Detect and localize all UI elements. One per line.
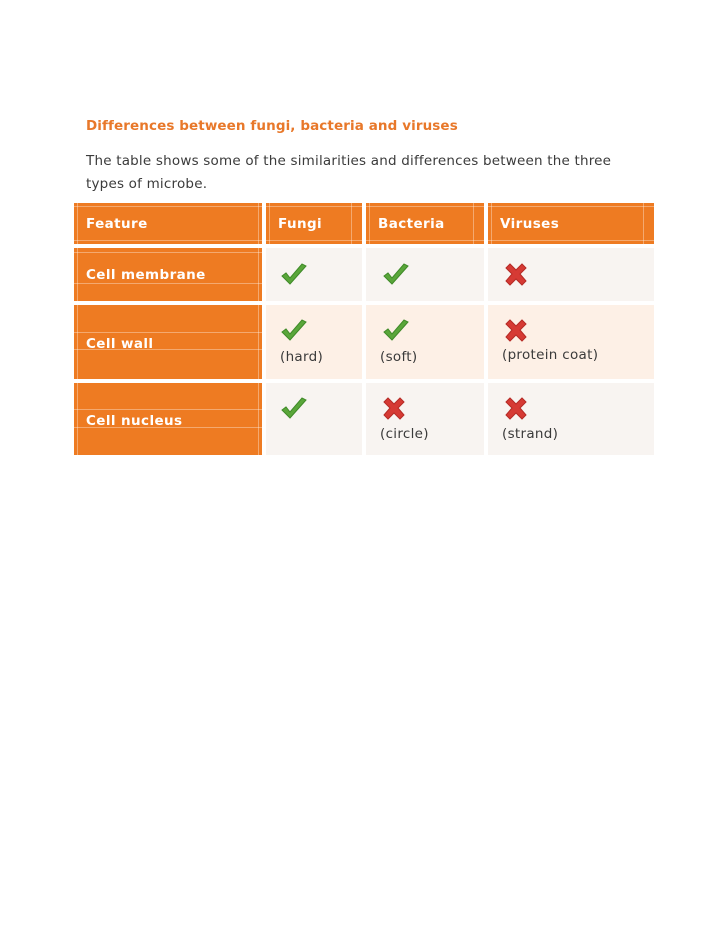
feature-label: Cell nucleus	[86, 413, 183, 429]
header-cell-viruses	[488, 203, 654, 244]
intro-paragraph: The table shows some of the similarities and differences between the three types of microbe.	[86, 153, 612, 192]
feature-cell-membrane	[74, 248, 262, 301]
header-label-fungi: Fungi	[278, 216, 323, 232]
check-icon	[280, 262, 308, 288]
cross-icon	[380, 396, 408, 422]
header-label-feature: Feature	[86, 216, 148, 232]
cell-note: (hard)	[280, 349, 324, 365]
viruses-wall-cell	[488, 305, 654, 379]
check-icon	[382, 318, 410, 344]
header-cell-feature	[74, 203, 262, 244]
feature-cell-wall	[74, 305, 262, 379]
viruses-nucleus-cell	[488, 383, 654, 455]
fungi-membrane-cell	[266, 248, 362, 301]
cross-icon	[502, 396, 530, 422]
cell-note: (soft)	[380, 349, 418, 365]
bacteria-wall-cell	[366, 305, 484, 379]
check-icon	[382, 262, 410, 288]
bacteria-nucleus-cell	[366, 383, 484, 455]
check-icon	[280, 318, 308, 344]
cross-icon	[502, 318, 530, 344]
cell-note: (protein coat)	[502, 347, 599, 363]
cell-note: (circle)	[380, 426, 429, 442]
fungi-nucleus-cell	[266, 383, 362, 455]
header-cell-fungi	[266, 203, 362, 244]
bacteria-membrane-cell	[366, 248, 484, 301]
header-label-bacteria: Bacteria	[378, 216, 445, 232]
feature-cell-nucleus	[74, 383, 262, 455]
header-label-viruses: Viruses	[500, 216, 560, 232]
page-title: Differences between fungi, bacteria and viruses	[86, 118, 458, 134]
feature-label: Cell wall	[86, 336, 154, 352]
check-icon	[280, 396, 308, 422]
cross-icon	[502, 262, 530, 288]
viruses-membrane-cell	[488, 248, 654, 301]
cell-note: (strand)	[502, 426, 559, 442]
header-cell-bacteria	[366, 203, 484, 244]
feature-label: Cell membrane	[86, 267, 206, 283]
fungi-wall-cell	[266, 305, 362, 379]
